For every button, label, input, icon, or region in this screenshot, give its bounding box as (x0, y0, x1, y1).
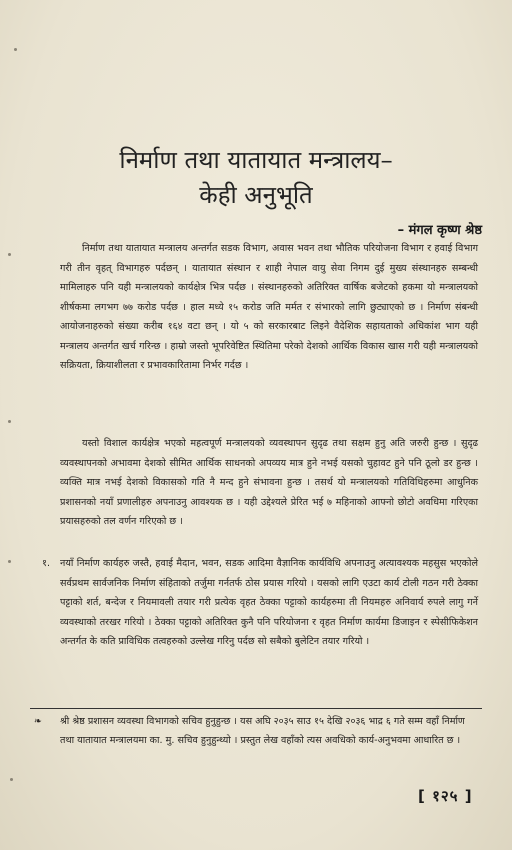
article-title-line1: निर्माण तथा यातायात मन्त्रालय– (119, 146, 393, 174)
scan-speck (8, 420, 11, 423)
page-number: [ १२५ ] (418, 787, 473, 805)
article-title-line2: केही अनुभूति (199, 181, 313, 209)
list-item-number: १. (42, 558, 51, 569)
scan-speck (14, 48, 17, 51)
footnote-text: श्री श्रेष्ठ प्रशासन व्यवस्था विभागको सचिव हुनुहुन्छ । यस अघि २०३५ साउ १५ देखि २०३६ भाद्र ६ गते सम्म वहाँ निर्माण तथा यातायात मन्त्रालयमा का. मु. सचिव हुनुहुन्थ्यो । प्रस्तुत लेख वहाँको त्यस अवधिको कार्य-अनुभवमा आधारित छ । (60, 716, 465, 746)
author-byline: – मंगल कृष्ण श्रेष्ठ (397, 223, 482, 238)
body-paragraph-1: निर्माण तथा यातायात मन्त्रालय अन्तर्गत सडक विभाग, अवास भवन तथा भौतिक परियोजना विभाग र हवाई विभाग गरी तीन वृहत् विभागहरु पर्दछन् । यातायात संस्थान र शाही नेपाल वायु सेवा निगम दुई मुख्य संस्थानहरु सम्बन्धी मामिलाहरु पनि यही मन्त्रालयको कार्यक्षेत्र भित्र पर्दछ । संस्थानहरुको अतिरिक्त वार्षिक बजेटको हकमा यो मन्त्रालयको शीर्षकमा लगभग ७७ करोड पर्दछ । हाल मध्ये १५ करोड जति मर्मत र संभारको लागि छुट्याएको छ । निर्माण संबन्धी आयोजनाहरुको संख्या करीब १६४ वटा छन् । यो ५ को सरकारबाट लिइने वैदेशिक सहायताको अधिकांश भाग यही मन्त्रालय अन्तर्गत खर्च गरिन्छ । हाम्रो जस्तो भूपरिवेष्टित स्थितिमा परेको देशको आर्थिक विकास खास गरी यही मन्त्रालयको सक्रियता, क्रियाशीलता र प्रभावकारितामा निर्भर गर्दछ । (60, 243, 478, 371)
body-paragraph-2: यस्तो विशाल कार्यक्षेत्र भएको महत्वपूर्ण मन्त्रालयको व्यवस्थापन सुदृढ तथा सक्षम हुनु अति जरुरी हुन्छ । सुदृढ व्यवस्थापनको अभावमा देशको सीमित आर्थिक साधनको अपव्यय मात्र हुने नभई यसको चुहावट हुने पनि ठूलो डर हुन्छ । व्यक्ति मात्र नभई देशको विकासको गति नै मन्द हुने संभावना हुन्छ । तसर्थ यो मन्त्रालयको गतिविधिहरुमा आधुनिक प्रशासनको नयाँ प्रणालीहरु अपनाउनु आवश्यक छ । यही उद्देश्यले प्रेरित भई ७ महिनाको आफ्नो छोटो अवधिमा गरिएका प्रयासहरुको तल वर्णन गरिएको छ । (60, 438, 478, 527)
scan-speck (8, 253, 11, 256)
list-item-text: नयाँ निर्माण कार्यहरु जस्तै, हवाई मैदान, भवन, सडक आदिमा वैज्ञानिक कार्यविधि अपनाउनु अत्यावश्यक महसुस भएकोले सर्वप्रथम सार्वजनिक निर्माण संहिताको तर्जुमा गर्नतर्फ ठोस प्रयास गरियो । यसको लागि एउटा कार्य टोली गठन गरी ठेक्का पट्टाको शर्त, बन्देज र नियमावली तयार गरी प्रत्येक वृहत ठेक्का पट्टाको कार्यहरुमा ती नियमहरु अनिवार्य रुपले लागु गर्ने व्यवस्थाको तरखर गरियो । ठेक्का पट्टाको अतिरिक्त कुनै पनि परियोजना र वृहत निर्माण कार्यमा डिजाइन र स्पेसीफिकेशन अन्तर्गत के कति प्राविधिक तत्वहरुको उल्लेख गरिनु पर्दछ सो सबैको बुलेटिन तयार गरियो । (60, 558, 478, 647)
numbered-list-item (42, 554, 478, 652)
footnote-mark-icon: ❧ (34, 716, 43, 727)
footnote-divider (30, 708, 482, 709)
footnote (34, 712, 478, 750)
scan-speck (8, 560, 11, 563)
scan-speck (10, 778, 13, 781)
